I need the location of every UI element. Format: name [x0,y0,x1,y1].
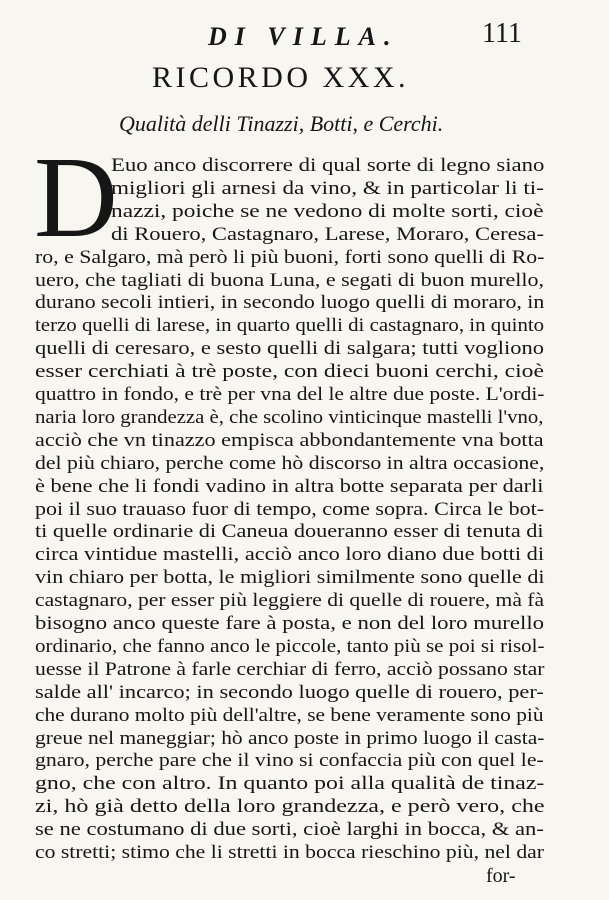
text-line: che durano molto più dell'altre, se bene veramente sono più [35,704,544,726]
text-line: salde all' incarco; in secondo luogo quelle di rouero, per- [35,681,544,703]
text-line: bisogno anco queste fare à posta, e non del loro murello [35,613,545,634]
text-line: greue nel maneggiar; hò anco poste in primo luogo il casta- [35,727,545,749]
text-line: uesse il Patrone à farle cerchiar di ferro, acciò possano star [35,658,545,680]
drop-cap: D [34,134,118,262]
text-line: di Rouero, Castagnaro, Larese, Moraro, Ceresa- [111,223,544,245]
text-line: vin chiaro per botta, le migliori similmente sono quelle di [35,567,545,589]
text-line: gnaro, perche pare che il vino si confaccia più con quel le- [35,750,544,772]
chapter-subtitle: Qualità delli Tinazzi, Botti, e Cerchi. [119,111,444,136]
chapter-title: RICORDO XXX. [152,61,410,94]
text-line: del più chiaro, perche come hò discorso in altra occasione, [35,452,545,474]
text-line: nazzi, poiche se ne vedono di molte sorti, cioè [111,200,544,222]
catchword: for- [486,864,516,887]
text-line: se ne costumano di due sorti, cioè larghi in bocca, & an- [35,819,544,841]
text-line: co stretti; stimo che li stretti in bocca rieschino più, nel dar [35,842,544,863]
text-line: ro, e Salgaro, mà però li più buoni, forti sono quelli di Ro- [35,246,545,268]
text-line: esser cerchiati à trè poste, con dieci buoni cerchi, cioè [35,361,544,383]
text-line: gno, che con altro. In quanto poi alla qualità de tinaz- [35,773,545,795]
text-line: migliori gli arnesi da vino, & in particolar li ti- [111,177,544,199]
text-line: zi, hò già detto della loro grandezza, e però vero, che [35,796,545,818]
text-line: acciò che vn tinazzo empisca abbondantemente vna botta [35,429,544,451]
text-line: durano secoli intieri, in secondo luogo quelli di moraro, in [35,292,545,314]
page-number: 111 [482,18,522,49]
text-line: ti quelle ordinarie di Caneua doueranno esser di tenuta di [35,521,544,543]
text-line: quattro in fondo, e trè per vna del le altre due poste. L'ordi- [35,384,545,405]
text-line: poi il suo trauaso fuor di tempo, come sopra. Circa le bot- [35,498,545,520]
text-line: quelli di ceresaro, e sesto quelli di salgara; tutti vogliono [35,338,544,360]
text-line: Euo anco discorrere di qual sorte di legno siano [111,155,545,176]
text-line: castagnaro, per esser più leggiere di quelle di rouere, mà fà [35,590,545,612]
text-line: ordinario, che fanno anco le piccole, tanto più se poi si risol- [35,635,545,657]
text-line: circa vintidue mastelli, acciò anco loro diano due botti di [35,544,545,566]
running-title: DI VILLA. [208,22,399,51]
text-line: naria loro grandezza è, che scolino vinticinque mastelli l'vno, [35,406,544,428]
text-line: uero, che tagliati di buona Luna, e segati di buon murello, [35,269,545,291]
text-line: è bene che li fondi vadino in altra botte separata per darli [35,475,544,497]
text-line: terzo quelli di larese, in quarto quelli di castagnaro, in quinto [35,315,545,337]
